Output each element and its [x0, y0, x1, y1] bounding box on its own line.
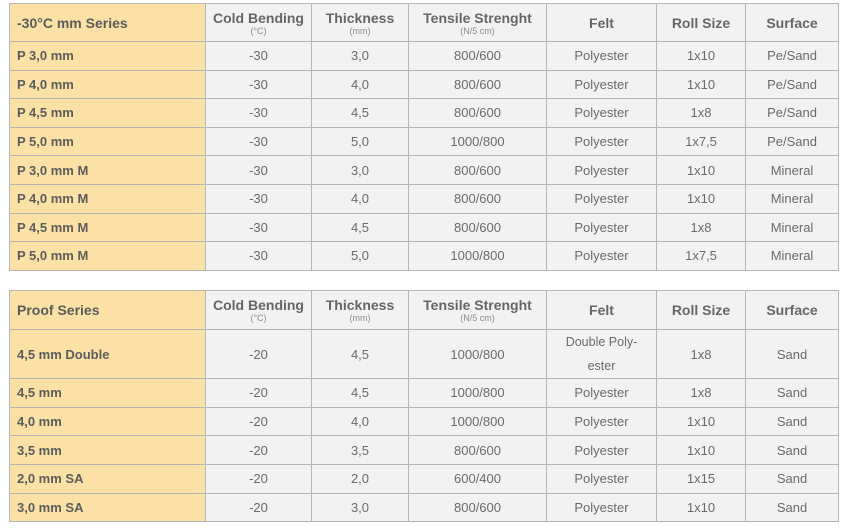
table-row: [10, 213, 839, 242]
tensile-value: 800/600: [409, 493, 547, 522]
surface-value: Sand: [746, 379, 839, 408]
cold-bending-value: -30: [206, 42, 312, 71]
surface-value: Sand: [746, 407, 839, 436]
roll-size-value: 1x8: [657, 379, 746, 408]
cold-bending-header: [206, 4, 312, 42]
cold-bending-value: -20: [206, 379, 312, 408]
product-name: 4,5 mm Double: [10, 330, 206, 379]
tensile-value: 800/600: [409, 436, 547, 465]
cold-bending-value: -20: [206, 465, 312, 494]
tensile-value: 1000/800: [409, 407, 547, 436]
tensile-value: 1000/800: [409, 379, 547, 408]
cold-bending-value: -20: [206, 436, 312, 465]
cold-bending-value: -20: [206, 493, 312, 522]
cold-bending-value: -30: [206, 99, 312, 128]
header-label: Tensile Strenght: [423, 9, 532, 26]
thickness-value: 5,0: [312, 242, 409, 271]
surface-value: Mineral: [746, 242, 839, 271]
felt-line: ester: [587, 359, 616, 373]
product-name: P 4,0 mm: [10, 70, 206, 99]
tensile-value: 600/400: [409, 465, 547, 494]
surface-header: Surface: [746, 291, 839, 330]
surface-value: Mineral: [746, 213, 839, 242]
tensile-value: 800/600: [409, 156, 547, 185]
thickness-value: 4,0: [312, 407, 409, 436]
surface-value: Pe/Sand: [746, 127, 839, 156]
product-name: P 5,0 mm: [10, 127, 206, 156]
surface-value: Sand: [746, 465, 839, 494]
thickness-value: 4,5: [312, 99, 409, 128]
product-name: 2,0 mm SA: [10, 465, 206, 494]
roll-size-value: 1x7,5: [657, 242, 746, 271]
felt-value: Polyester: [547, 99, 657, 128]
thickness-value: 3,0: [312, 493, 409, 522]
cold-bending-value: -30: [206, 156, 312, 185]
felt-header: Felt: [547, 4, 657, 42]
felt-value: Polyester: [547, 127, 657, 156]
product-name: P 5,0 mm M: [10, 242, 206, 271]
felt-value: Polyester: [547, 379, 657, 408]
thickness-value: 2,0: [312, 465, 409, 494]
series-title: Proof Series: [10, 291, 206, 330]
table-row: [10, 70, 839, 99]
header-label: Thickness: [325, 297, 395, 313]
header-unit: (°C): [250, 313, 267, 323]
cold-bending-header: [206, 291, 312, 330]
roll-size-value: 1x7,5: [657, 127, 746, 156]
table-row: [10, 127, 839, 156]
tensile-value: 800/600: [409, 213, 547, 242]
tensile-header: [409, 4, 547, 42]
felt-value: Polyester: [547, 156, 657, 185]
table-header-row: [10, 291, 839, 330]
product-name: P 4,5 mm: [10, 99, 206, 128]
product-name: 3,0 mm SA: [10, 493, 206, 522]
surface-value: Pe/Sand: [746, 42, 839, 71]
header-unit: (mm): [349, 25, 371, 36]
header-unit: (mm): [349, 313, 371, 323]
product-name: P 4,0 mm M: [10, 184, 206, 213]
thickness-value: 3,0: [312, 156, 409, 185]
thickness-value: 3,0: [312, 42, 409, 71]
felt-value: Polyester: [547, 242, 657, 271]
header-label: Thickness: [325, 9, 395, 26]
thickness-value: 4,5: [312, 379, 409, 408]
surface-header: Surface: [746, 4, 839, 42]
surface-value: Sand: [746, 436, 839, 465]
surface-value: Sand: [746, 330, 839, 379]
table-row: [10, 436, 839, 465]
table-row: [10, 242, 839, 271]
tensile-value: 1000/800: [409, 242, 547, 271]
table-header-row: [10, 4, 839, 42]
table-row: [10, 465, 839, 494]
thickness-header: [312, 4, 409, 42]
cold-bending-value: -30: [206, 127, 312, 156]
felt-value: Polyester: [547, 42, 657, 71]
felt-line: Double Poly-: [565, 335, 638, 349]
header-unit: (N/5 cm): [460, 313, 495, 323]
tensile-value: 800/600: [409, 99, 547, 128]
surface-value: Pe/Sand: [746, 70, 839, 99]
cold-bending-value: -30: [206, 213, 312, 242]
table-row: [10, 407, 839, 436]
roll-size-value: 1x10: [657, 436, 746, 465]
table-row: [10, 330, 839, 379]
table-row: [10, 493, 839, 522]
product-name: 4,5 mm: [10, 379, 206, 408]
table-row: [10, 42, 839, 71]
tensile-value: 1000/800: [409, 330, 547, 379]
roll-size-header: Roll Size: [657, 4, 746, 42]
thickness-value: 4,5: [312, 213, 409, 242]
roll-size-value: 1x10: [657, 493, 746, 522]
thickness-value: 4,5: [312, 330, 409, 379]
surface-value: Pe/Sand: [746, 99, 839, 128]
table-row: [10, 99, 839, 128]
roll-size-value: 1x10: [657, 407, 746, 436]
header-label: Cold Bending: [213, 297, 304, 313]
roll-size-value: 1x8: [657, 99, 746, 128]
cold-bending-value: -30: [206, 242, 312, 271]
proof-series-table: [9, 290, 839, 522]
cold-bending-value: -30: [206, 184, 312, 213]
tensile-value: 800/600: [409, 184, 547, 213]
table-row: [10, 379, 839, 408]
thickness-value: 4,0: [312, 184, 409, 213]
product-name: 4,0 mm: [10, 407, 206, 436]
tensile-value: 1000/800: [409, 127, 547, 156]
series-30-table: [9, 3, 839, 271]
roll-size-header: Roll Size: [657, 291, 746, 330]
cold-bending-value: -20: [206, 330, 312, 379]
thickness-header: [312, 291, 409, 330]
felt-header: Felt: [547, 291, 657, 330]
roll-size-value: 1x8: [657, 330, 746, 379]
felt-value: Polyester: [547, 465, 657, 494]
felt-value: Polyester: [547, 407, 657, 436]
product-name: 3,5 mm: [10, 436, 206, 465]
header-unit: (N/5 cm): [460, 25, 495, 36]
header-label: Cold Bending: [213, 9, 304, 26]
felt-value: Polyester: [547, 70, 657, 99]
felt-value: Polyester: [547, 213, 657, 242]
tensile-value: 800/600: [409, 42, 547, 71]
series-title: -30°C mm Series: [10, 4, 206, 42]
felt-value: Polyester: [547, 184, 657, 213]
felt-value: Polyester: [547, 493, 657, 522]
roll-size-value: 1x10: [657, 42, 746, 71]
table-row: [10, 156, 839, 185]
tensile-header: [409, 291, 547, 330]
header-label: Tensile Strenght: [423, 297, 532, 313]
thickness-value: 5,0: [312, 127, 409, 156]
tensile-value: 800/600: [409, 70, 547, 99]
cold-bending-value: -20: [206, 407, 312, 436]
surface-value: Mineral: [746, 156, 839, 185]
thickness-value: 4,0: [312, 70, 409, 99]
product-name: P 3,0 mm M: [10, 156, 206, 185]
roll-size-value: 1x15: [657, 465, 746, 494]
table-row: [10, 184, 839, 213]
surface-value: Mineral: [746, 184, 839, 213]
header-unit: (°C): [250, 25, 267, 36]
roll-size-value: 1x10: [657, 184, 746, 213]
roll-size-value: 1x10: [657, 156, 746, 185]
roll-size-value: 1x8: [657, 213, 746, 242]
product-name: P 3,0 mm: [10, 42, 206, 71]
felt-value: Polyester: [547, 436, 657, 465]
cold-bending-value: -30: [206, 70, 312, 99]
thickness-value: 3,5: [312, 436, 409, 465]
product-name: P 4,5 mm M: [10, 213, 206, 242]
felt-value: [547, 330, 657, 379]
roll-size-value: 1x10: [657, 70, 746, 99]
surface-value: Sand: [746, 493, 839, 522]
